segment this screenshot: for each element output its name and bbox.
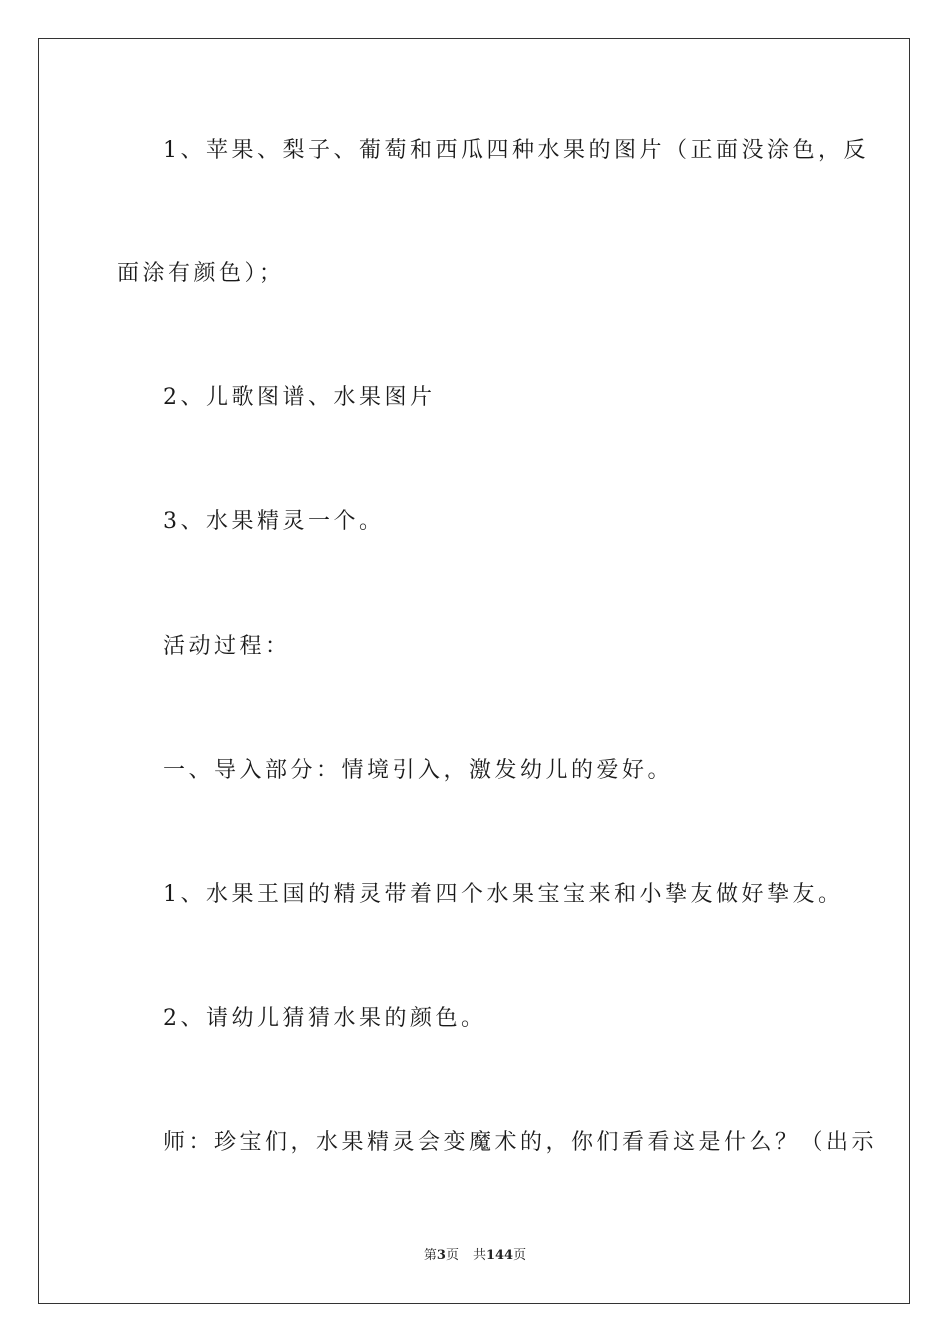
footer-page-suffix: 页 — [445, 1248, 459, 1263]
paragraph-materials-3: 3、水果精灵一个。 — [163, 509, 385, 534]
section-heading-activity-process: 活动过程： — [163, 634, 291, 659]
paragraph-materials-2: 2、儿歌图谱、水果图片 — [163, 385, 436, 410]
paragraph-teacher-dialogue: 师：珍宝们，水果精灵会变魔术的，你们看看这是什么？（出示 — [163, 1130, 878, 1155]
footer-page-prefix: 第 — [423, 1248, 437, 1263]
paragraph-materials-1: 1、苹果、梨子、葡萄和西瓜四种水果的图片（正面没涂色，反 — [163, 138, 869, 163]
paragraph-intro-part: 一、导入部分：情境引入，激发幼儿的爱好。 — [163, 758, 674, 783]
footer-page-number: 3 — [436, 1248, 446, 1263]
page-border — [38, 38, 910, 1304]
footer-total-prefix: 共 — [472, 1248, 486, 1263]
footer-total-suffix: 页 — [513, 1248, 527, 1263]
footer-total-pages: 144 — [485, 1248, 514, 1263]
paragraph-step-1: 1、水果王国的精灵带着四个水果宝宝来和小挚友做好挚友。 — [163, 882, 844, 907]
paragraph-materials-1-continued: 面涂有颜色）； — [117, 261, 285, 286]
page-footer — [0, 1247, 950, 1265]
paragraph-step-2: 2、请幼儿猜猜水果的颜色。 — [163, 1006, 487, 1031]
